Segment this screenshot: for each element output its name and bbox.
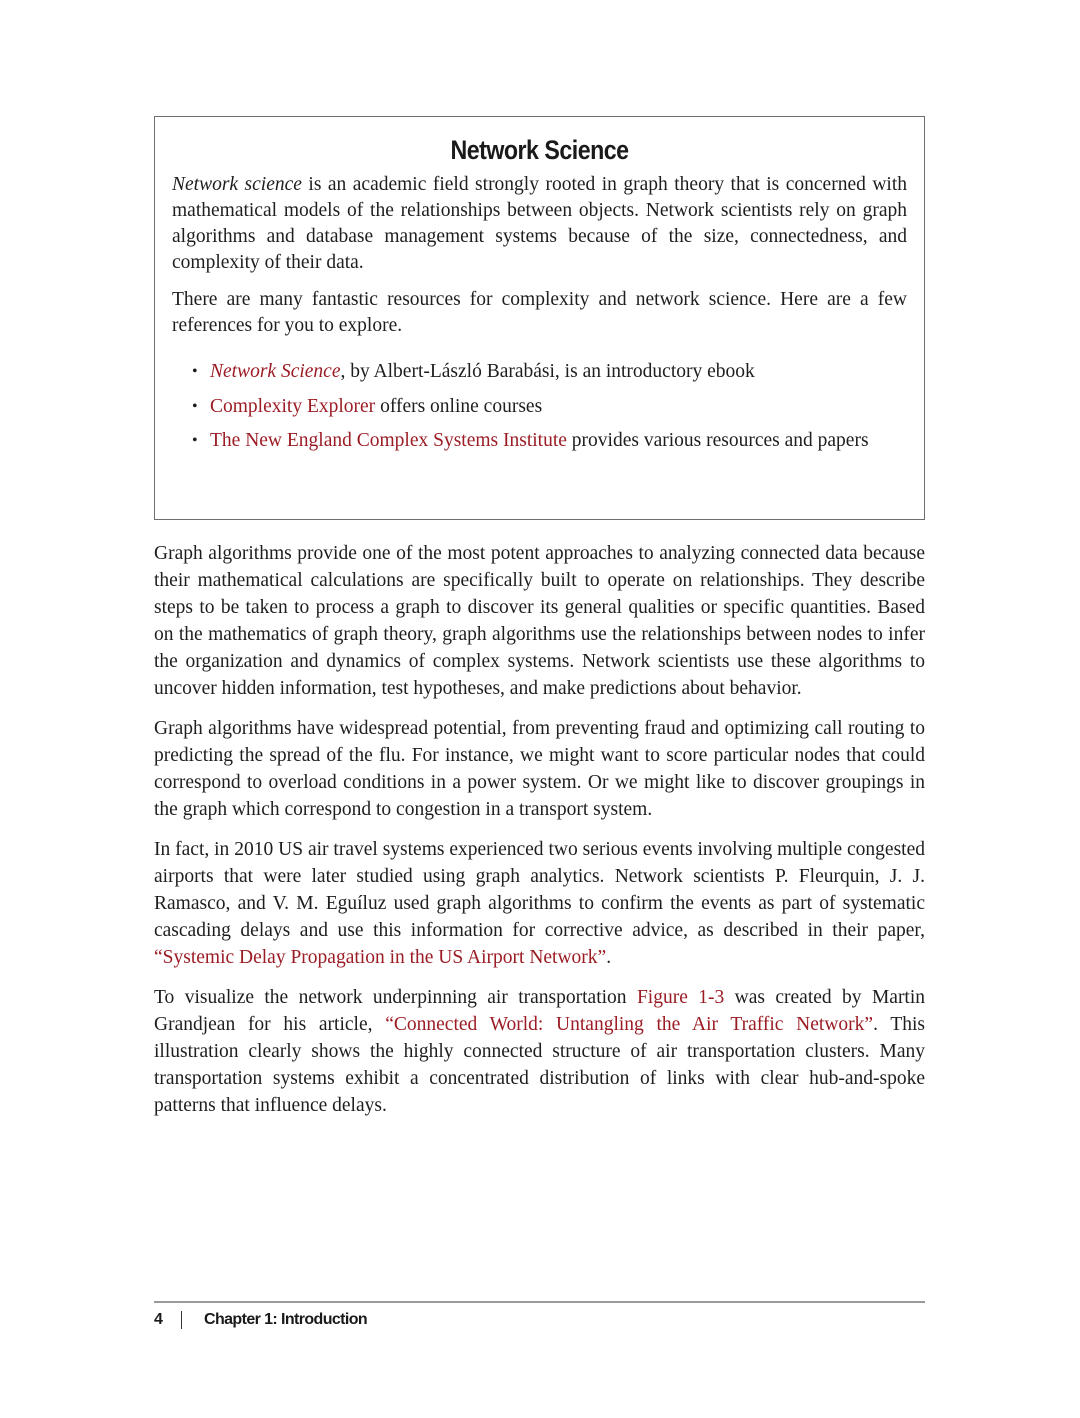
body-paragraph-1: Graph algorithms provide one of the most potent approaches to analyzing connected data because their mathematical calculations are specifically built to operate on relationships. They describe steps to be taken to process a graph to discover its general qualities or specific quantities. Based on the mathematics of graph theory, graph algorithms use the relationships between nodes to infer the organization and dynamics of complex systems. Network scientists use these algorithms to uncover hidden information, test hypotheses, and make predictions about behavior. xyxy=(154,543,925,699)
bullet-icon: • xyxy=(192,363,198,380)
chapter-label: Chapter 1: Introduction xyxy=(204,1311,368,1328)
paragraph-text: In fact, in 2010 US air travel systems experienced two serious events involving multiple congested airports that were later studied using graph analytics. Network scientists P. Fleurquin, J. J. Ramasco, and V. M. Eguíluz used graph algorithms to confirm the events as part of systematic cascading delays and use this information for corrective advice, as described in their paper, xyxy=(154,839,925,941)
link-complexity-explorer[interactable]: Complexity Explorer xyxy=(210,395,376,417)
page-number: 4 xyxy=(154,1311,163,1328)
network-science-sidebar xyxy=(154,116,925,520)
main-body xyxy=(154,540,925,1132)
list-item-text: offers online courses xyxy=(375,395,543,417)
list-item xyxy=(192,394,907,420)
link-necsi[interactable]: The New England Complex Systems Institute xyxy=(210,430,567,451)
sidebar-paragraph-1 xyxy=(172,172,907,276)
sidebar-title: Network Science xyxy=(450,135,629,165)
list-item-text: , by Albert-László Barabási, is an introductory ebook xyxy=(340,361,755,382)
list-item xyxy=(192,359,907,385)
paragraph-text: To visualize the network underpinning air transportation xyxy=(154,987,637,1008)
link-connected-world-article[interactable]: “Connected World: Untangling the Air Traffic Network” xyxy=(385,1014,874,1035)
sidebar-paragraph-1-text: is an academic field strongly rooted in graph theory that is concerned with mathematical models of the relationships between objects. Network scientists rely on graph algorithms and database management systems because of the size, connectedness, and complexity of their data. xyxy=(172,174,907,273)
link-network-science-book[interactable]: Network Science xyxy=(210,361,341,382)
sidebar-paragraph-2: There are many fantastic resources for complexity and network science. Here are a few references for you to explore. xyxy=(172,289,907,336)
body-paragraph-2: Graph algorithms have widespread potential, from preventing fraud and optimizing call routing to predicting the spread of the flu. For instance, we might want to score particular nodes that could correspond to overload conditions in a power system. Or we might like to discover groupings in the graph which correspond to congestion in a transport system. xyxy=(154,718,925,820)
paragraph-text: . xyxy=(606,947,612,968)
body-paragraph-3 xyxy=(154,836,925,971)
bullet-icon: • xyxy=(192,432,198,449)
paragraph-text: . This illustration clearly shows the highly connected structure of air transportation clusters. Many transportation systems exhibit a concentrated distribution of links with clear hub-and-spoke patterns that influence delays. xyxy=(154,1014,925,1116)
paragraph-text: was created by Martin Grandjean for his article, xyxy=(154,987,926,1035)
list-item-text: provides various resources and papers xyxy=(566,430,869,451)
footer-separator xyxy=(181,1311,182,1329)
bullet-icon: • xyxy=(192,397,198,415)
link-systemic-delay-paper[interactable]: “Systemic Delay Propagation in the US Airport Network” xyxy=(154,947,607,968)
term-network-science: Network science xyxy=(172,174,302,195)
footer-divider xyxy=(154,1301,925,1303)
list-item xyxy=(192,428,907,454)
page-footer xyxy=(154,1309,367,1331)
body-paragraph-4 xyxy=(154,984,925,1119)
resource-list xyxy=(172,359,907,454)
link-figure-1-3[interactable]: Figure 1-3 xyxy=(636,987,725,1008)
